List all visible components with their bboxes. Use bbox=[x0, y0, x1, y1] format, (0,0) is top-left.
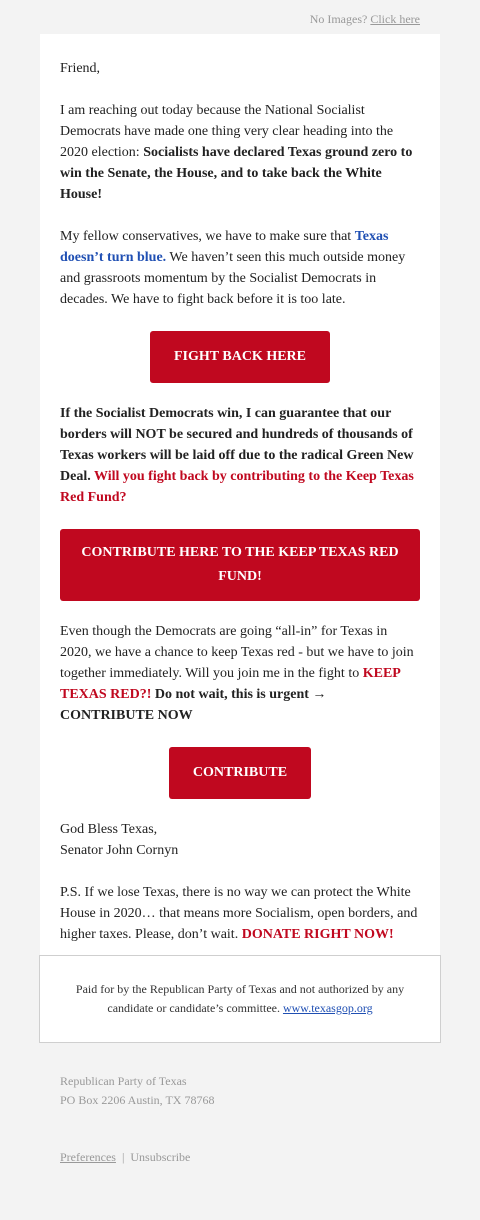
paid-for-disclaimer bbox=[39, 955, 441, 1043]
footer-address: PO Box 2206 Austin, TX 78768 bbox=[60, 1093, 215, 1107]
contribute-button[interactable]: CONTRIBUTE bbox=[169, 747, 311, 799]
disclaimer-text: Paid for by the Republican Party of Texas and not authorized by any candidate or candidate’s committee. bbox=[75, 982, 405, 1015]
footer-org: Republican Party of Texas bbox=[60, 1074, 187, 1088]
fight-back-row bbox=[60, 331, 420, 383]
keep-texas-red-highlight: KEEP TEXAS RED?! bbox=[60, 666, 401, 702]
texas-blue-highlight: Texas doesn’t turn blue. bbox=[60, 229, 389, 265]
top-bar bbox=[0, 0, 480, 34]
no-images-notice bbox=[310, 12, 420, 27]
contribute-now-emphasis: Do not wait, this is urgent → CONTRIBUTE NOW bbox=[60, 687, 327, 723]
contribute-fund-row bbox=[60, 529, 420, 601]
contribute-fund-button[interactable]: CONTRIBUTE HERE TO THE KEEP TEXAS RED FUND! bbox=[60, 529, 420, 601]
signature bbox=[60, 819, 420, 861]
fight-back-button[interactable]: FIGHT BACK HERE bbox=[150, 331, 330, 383]
paragraph-conservatives-text-a: My fellow conservatives, we have to make sure that bbox=[60, 229, 355, 244]
paragraph-warning bbox=[60, 403, 420, 508]
contribute-row bbox=[60, 747, 420, 799]
postscript-text: P.S. If we lose Texas, there is no way we can protect the White House in 2020… that means more Socialism, open borders, and higher taxes. Please, don’t wait. bbox=[60, 885, 418, 942]
paragraph-conservatives-text-b: We haven’t seen this much outside money and grassroots momentum by the Socialist Democrats in decades. We have to fight back before it is too late. bbox=[60, 250, 406, 307]
paragraph-warning-bold: If the Socialist Democrats win, I can guarantee that our borders will NOT be secured and hundreds of thousands of Texas workers will be laid off due to the radical Green New Deal. bbox=[60, 406, 414, 484]
no-images-label: No Images? bbox=[309, 12, 368, 26]
paragraph-conservatives bbox=[60, 226, 420, 310]
texasgop-link[interactable]: www.texasgop.org bbox=[282, 1001, 373, 1015]
email-card bbox=[40, 34, 440, 966]
paragraph-intro-text: I am reaching out today because the National Socialist Democrats have made one thing very clear heading into the 2020 election: bbox=[60, 103, 394, 160]
paragraph-all-in-text: Even though the Democrats are going “all-in” for Texas in 2020, we have a chance to keep Texas red - but we have to join together immediately. Will you join me in the fight to bbox=[60, 624, 414, 681]
email-body bbox=[40, 34, 440, 945]
click-here-link[interactable]: Click here bbox=[370, 12, 420, 26]
postscript bbox=[60, 882, 420, 945]
paragraph-intro-emphasis: Socialists have declared Texas ground zero to win the Senate, the House, and to take back the White House! bbox=[60, 145, 413, 202]
paragraph-warning-red: Will you fight back by contributing to the Keep Texas Red Fund? bbox=[60, 469, 414, 505]
donate-now-link[interactable]: DONATE RIGHT NOW! bbox=[241, 927, 394, 942]
footer-separator: | bbox=[121, 1150, 125, 1164]
unsubscribe-link[interactable]: Unsubscribe bbox=[130, 1150, 191, 1164]
paragraph-intro bbox=[60, 100, 420, 205]
salutation: Friend, bbox=[60, 61, 101, 76]
paragraph-all-in bbox=[60, 621, 420, 726]
signature-name: Senator John Cornyn bbox=[60, 843, 179, 858]
preferences-link[interactable]: Preferences bbox=[60, 1150, 116, 1164]
footer-links bbox=[60, 1148, 420, 1167]
footer bbox=[60, 1072, 420, 1167]
signature-blessing: God Bless Texas, bbox=[60, 822, 158, 837]
